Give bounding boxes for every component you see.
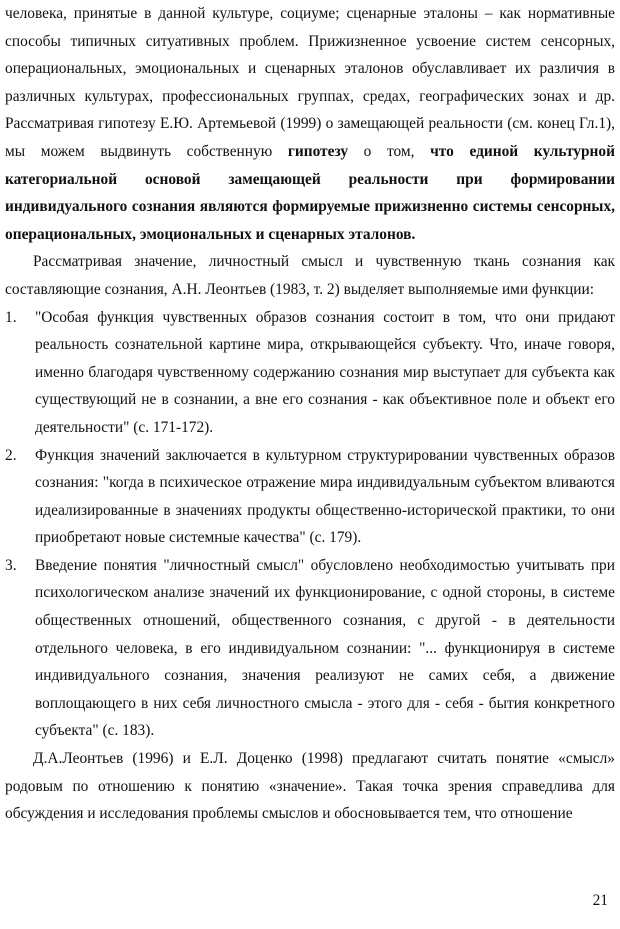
paragraph-leontiev-functions: Рассматривая значение, личностный смысл и чувственную ткань сознания как составляющие сознания, А.Н. Леонтьев (1983, т. 2) выделяет выполняемые ими функции:	[5, 253, 615, 298]
list-number: 2.	[5, 446, 17, 464]
list-number: 3.	[5, 556, 17, 574]
list-number: 1.	[5, 308, 17, 326]
list-item-1	[5, 304, 615, 442]
paragraph-hypothesis-connector: о том,	[348, 142, 431, 160]
paragraph-hypothesis-text: человека, принятые в данной культуре, социуме; сценарные эталоны – как нормативные способы типичных ситуативных проблем. Прижизненное усвоение систем сенсорных, операциональных, эмоциональных и сценарных эталонов обуславливает их различия в различных культурах, профессиональных группах, средах, географических зонах и др. Рассматривая гипотезу Е.Ю. Артемьевой (1999) о замещающей реальности (см. конец Гл.1), мы можем выдвинуть собственную	[5, 5, 615, 160]
list-item-text: "Особая функция чувственных образов сознания состоит в том, что они придают реальность сознательной картине мира, открывающейся субъекту. Что, иначе говоря, именно благодаря чувственному содержанию сознания мир выступает для субъекта как существующий не в сознании, а вне его сознания - как объективное поле и объект его деятельности" (с. 171-172).	[35, 308, 615, 436]
list-item-text: Функция значений заключается в культурном структурировании чувственных образов сознания: "когда в психическое отражение мира индивидуальным субъектом вливаются идеализированные в значениях продукты общественно-исторической практики, то они приобретают новые системные качества" (с. 179).	[35, 446, 615, 547]
paragraph-meaning-sense: Д.А.Леонтьев (1996) и Е.Л. Доценко (1998) предлагают считать понятие «смысл» родовым по отношению к понятию «значение». Такая точка зрения справедлива для обсуждения и исследования проблемы смыслов и обосновывается тем, что отношение	[5, 750, 615, 823]
bold-hypothesis-statement: что единой культурной категориальной основой замещающей реальности при формировании индивидуального сознания являются формируемые прижизненно системы сенсорных, операциональных, эмоциональных и сценарных эталонов.	[5, 142, 615, 243]
page-number: 21	[592, 892, 608, 909]
list-item-3	[5, 552, 615, 745]
paragraph-hypothesis	[5, 0, 615, 248]
list-item-2	[5, 442, 615, 552]
list-item-text: Введение понятия "личностный смысл" обусловлено необходимостью учитывать при психологическом анализе значений их функционирование, с одной стороны, в системе общественных отношений, общественного сознания, с другой - в деятельности отдельного человека, в его индивидуальном сознании: "... функционируя в системе индивидуального сознания, значения реализуют не самих себя, а движение воплощающего в них себя личностного смысла - этого для - себя - бытия конкретного субъекта" (с. 183).	[35, 556, 615, 740]
body-text	[5, 0, 615, 828]
bold-term-hypothesis: гипотезу	[287, 142, 349, 160]
